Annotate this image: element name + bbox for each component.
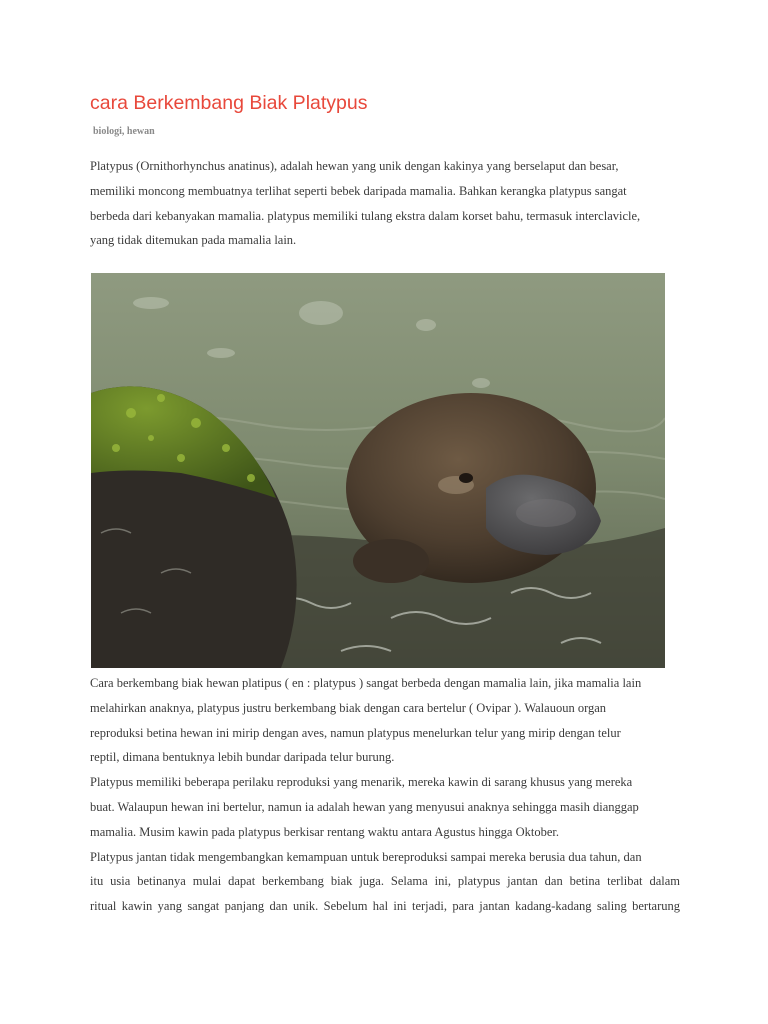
platypus-photo (91, 273, 665, 668)
intro-line: memiliki moncong membuatnya terlihat seperti bebek daripada mamalia. Bahkan kerangka platypus sangat (90, 183, 627, 198)
article-tags[interactable]: biologi, hewan (93, 126, 155, 137)
body-line: Platypus jantan tidak mengembangkan kemampuan untuk bereproduksi sampai mereka berusia dua tahun, dan (90, 849, 642, 864)
body-line: reptil, dimana bentuknya lebih bundar daripada telur burung. (90, 750, 395, 765)
intro-line: berbeda dari kebanyakan mamalia. platypus memiliki tulang ekstra dalam korset bahu, termasuk interclavicle, (90, 208, 641, 223)
body-line: melahirkan anaknya, platypus justru berkembang biak dengan cara bertelur ( Ovipar ). Walauoun organ (90, 700, 607, 715)
body-line: mamalia. Musim kawin pada platypus berkisar rentang waktu antara Agustus hingga Oktober. (90, 824, 559, 839)
body-text (90, 671, 680, 919)
body-line: Platypus memiliki beberapa perilaku reproduksi yang menarik, mereka kawin di sarang khusus yang mereka (90, 775, 633, 790)
body-line: buat. Walaupun hewan ini bertelur, namun ia adalah hewan yang menyusui anaknya sehingga masih dianggap (90, 799, 639, 814)
body-line: Cara berkembang biak hewan platipus ( en : platypus ) sangat berbeda dengan mamalia lain, jika mamalia lain (90, 676, 642, 690)
intro-line: yang tidak ditemukan pada mamalia lain. (90, 233, 297, 248)
article-title: cara Berkembang Biak Platypus (90, 92, 368, 114)
intro-paragraph (90, 154, 680, 253)
body-line: reproduksi betina hewan ini mirip dengan aves, namun platypus menelurkan telur yang mirip dengan telur (90, 725, 621, 740)
body-line: itu usia betinanya mulai dapat berkembang biak juga. Selama ini, platypus jantan dan betina terlibat dalam (90, 874, 680, 889)
body-line: ritual kawin yang sangat panjang dan unik. Sebelum hal ini terjadi, para jantan kadang-kadang saling bertarung (90, 899, 680, 914)
intro-line: Platypus (Ornithorhynchus anatinus), adalah hewan yang unik dengan kakinya yang berselaput dan besar, (90, 159, 619, 173)
